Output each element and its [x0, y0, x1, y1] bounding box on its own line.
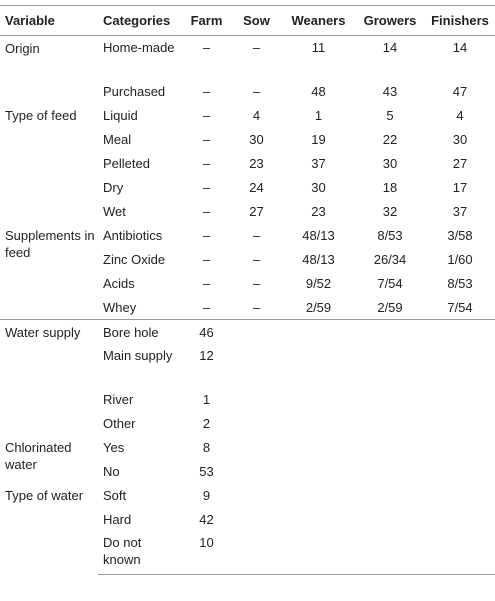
empty-cell — [231, 411, 282, 435]
empty-cell — [425, 344, 495, 387]
empty-cell — [282, 320, 355, 345]
value-cell: 42 — [199, 511, 214, 527]
value-cell: – — [252, 227, 261, 243]
empty-cell — [425, 483, 495, 507]
value-cell: 37 — [311, 155, 326, 171]
value-cell: 11 — [311, 40, 326, 55]
category-cell: Antibiotics — [103, 227, 163, 243]
value-cell: 2 — [202, 415, 211, 431]
value-cell: 3/58 — [447, 227, 473, 243]
value-cell: 30 — [382, 155, 398, 171]
empty-cell — [231, 344, 282, 387]
value-cell: 53 — [199, 463, 214, 479]
value-cell: 7/54 — [377, 275, 403, 291]
empty-cell — [425, 507, 495, 531]
value-cell: – — [252, 83, 261, 99]
value-cell: 9/52 — [305, 275, 332, 291]
value-cell: – — [202, 203, 211, 219]
value-cell: 37 — [452, 203, 468, 219]
table-row — [0, 320, 495, 345]
empty-cell — [231, 507, 282, 531]
value-cell: 48/13 — [302, 251, 335, 267]
variable-cell: Chlorinated water — [5, 440, 72, 472]
value-cell: 18 — [382, 179, 398, 195]
value-cell: 46 — [182, 320, 231, 345]
value-cell: 30 — [311, 179, 326, 195]
value-cell: 9 — [202, 487, 211, 503]
value-cell: 4 — [456, 107, 464, 123]
table-header — [0, 6, 495, 36]
value-cell: – — [252, 275, 261, 291]
empty-cell — [282, 387, 355, 411]
table-body — [0, 36, 495, 575]
value-cell: 27 — [452, 155, 468, 171]
value-cell: 43 — [382, 83, 398, 99]
value-cell: 26/34 — [373, 251, 407, 267]
value-cell: – — [202, 179, 211, 195]
value-cell: 17 — [452, 179, 468, 195]
value-cell: 8/53 — [447, 275, 473, 291]
category-cell: Acids — [103, 275, 135, 291]
value-cell: 10 — [182, 531, 231, 575]
variable-cell: Supplements in feed — [5, 228, 95, 260]
empty-cell — [425, 411, 495, 435]
value-cell: 14 — [452, 40, 468, 55]
value-cell: 8 — [202, 439, 211, 455]
empty-cell — [231, 483, 282, 507]
value-cell: – — [202, 40, 211, 55]
value-cell: 23 — [311, 203, 326, 219]
empty-cell — [231, 387, 282, 411]
variable-cell: Origin — [5, 41, 40, 56]
value-cell: 48 — [311, 83, 326, 99]
value-cell: 19 — [311, 131, 326, 147]
empty-cell — [355, 411, 425, 435]
value-cell: – — [202, 155, 211, 171]
category-cell: Liquid — [103, 107, 138, 123]
value-cell: 1 — [202, 391, 211, 407]
category-cell: No — [103, 463, 120, 479]
empty-cell — [355, 483, 425, 507]
category-cell: Other — [103, 415, 136, 431]
category-cell: Main supply — [103, 348, 173, 363]
value-cell: – — [202, 107, 211, 123]
empty-cell — [355, 387, 425, 411]
empty-cell — [425, 531, 495, 575]
category-cell: Wet — [103, 203, 126, 219]
category-cell: Dry — [103, 179, 124, 195]
value-cell: 22 — [382, 131, 398, 147]
value-cell: – — [202, 275, 211, 291]
value-cell: 1/60 — [447, 251, 473, 267]
value-cell: – — [252, 40, 261, 55]
variable-cell: Type of feed — [5, 108, 77, 123]
value-cell: 2/59 — [305, 299, 332, 315]
value-cell: 2/59 — [377, 299, 403, 315]
value-cell: 24 — [249, 179, 264, 195]
empty-cell — [355, 507, 425, 531]
empty-cell — [425, 320, 495, 345]
table-row — [0, 103, 495, 127]
value-cell: 7/54 — [447, 299, 473, 315]
value-cell: 4 — [252, 107, 261, 123]
header-variable: Variable — [0, 6, 98, 36]
empty-cell — [282, 531, 355, 575]
empty-cell — [231, 531, 282, 575]
empty-cell — [355, 459, 425, 483]
header-categories: Categories — [98, 6, 182, 36]
empty-cell — [231, 435, 282, 459]
empty-cell — [425, 387, 495, 411]
value-cell: – — [202, 83, 211, 99]
value-cell: 27 — [249, 203, 264, 219]
value-cell: 32 — [382, 203, 398, 219]
header-sow: Sow — [231, 6, 282, 36]
value-cell: 14 — [382, 40, 398, 55]
empty-cell — [231, 459, 282, 483]
category-cell: Zinc Oxide — [103, 251, 166, 267]
value-cell: 8/53 — [377, 227, 403, 243]
table-row — [0, 435, 495, 459]
value-cell: 48/13 — [302, 227, 335, 243]
empty-cell — [355, 344, 425, 387]
empty-cell — [425, 459, 495, 483]
empty-cell — [231, 320, 282, 345]
empty-cell — [282, 507, 355, 531]
category-cell: Bore hole — [98, 320, 182, 345]
header-row — [0, 6, 495, 36]
header-finishers: Finishers — [425, 6, 495, 36]
category-cell: Whey — [103, 299, 137, 315]
header-weaners: Weaners — [282, 6, 355, 36]
category-cell: Yes — [103, 439, 125, 455]
value-cell: – — [252, 299, 261, 315]
empty-cell — [355, 320, 425, 345]
category-cell: River — [103, 391, 134, 407]
value-cell: 12 — [199, 348, 214, 363]
empty-cell — [282, 459, 355, 483]
value-cell: 30 — [249, 131, 264, 147]
category-cell: Purchased — [103, 83, 166, 99]
category-cell: Do not known — [98, 531, 182, 575]
value-cell: 1 — [314, 107, 323, 123]
empty-cell — [355, 531, 425, 575]
category-cell: Meal — [103, 131, 132, 147]
table-row — [0, 36, 495, 80]
table-row — [0, 483, 495, 507]
empty-cell — [282, 483, 355, 507]
table-row — [0, 223, 495, 247]
variable-cell: Type of water — [5, 488, 84, 503]
category-cell: Home-made — [103, 40, 175, 55]
header-farm: Farm — [182, 6, 231, 36]
category-cell: Pelleted — [103, 155, 150, 171]
empty-cell — [282, 344, 355, 387]
value-cell: 30 — [452, 131, 468, 147]
data-table — [0, 5, 495, 575]
value-cell: 47 — [452, 83, 468, 99]
category-cell: Soft — [103, 487, 127, 503]
value-cell: – — [202, 299, 211, 315]
value-cell: – — [202, 131, 211, 147]
value-cell: – — [202, 227, 211, 243]
empty-cell — [425, 435, 495, 459]
value-cell: 5 — [386, 107, 394, 123]
header-growers: Growers — [355, 6, 425, 36]
category-cell: Hard — [103, 511, 132, 527]
value-cell: – — [202, 251, 211, 267]
variable-cell: Water supply — [0, 320, 98, 436]
empty-cell — [282, 435, 355, 459]
empty-cell — [282, 411, 355, 435]
value-cell: 23 — [249, 155, 264, 171]
value-cell: – — [252, 251, 261, 267]
empty-cell — [355, 435, 425, 459]
